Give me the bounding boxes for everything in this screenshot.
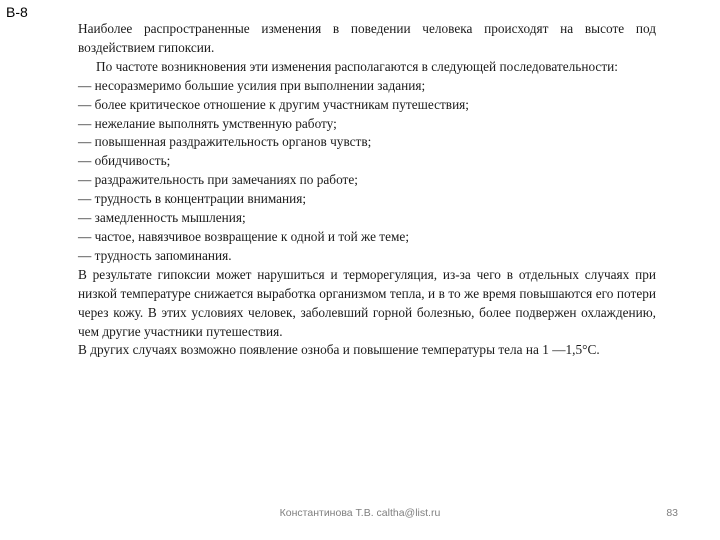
- list-item: — раздражительность при замечаниях по работе;: [78, 172, 358, 188]
- list-item: — трудность запоминания.: [78, 247, 232, 263]
- intro-paragraph: Наиболее распространенные изменения в поведении человека происходят на высоте под воздействием гипоксии.: [78, 21, 656, 55]
- list-item: — замедленность мышления;: [78, 210, 246, 226]
- list-item: — более критическое отношение к другим участникам путешествия;: [78, 96, 469, 112]
- symptom-list: [78, 77, 656, 266]
- footer-author: Константинова Т.В. caltha@list.ru: [279, 507, 441, 519]
- list-item: — нежелание выполнять умственную работу;: [78, 115, 337, 131]
- fever-paragraph: В других случаях возможно появление озноба и повышение температуры тела на 1 —1,5°С.: [78, 342, 600, 358]
- thermoregulation-paragraph: В результате гипоксии может нарушиться и терморегуляция, из-за чего в отдельных случаях при низкой температуре снижается выработка организмом тепла, и в то же время повышаются его потери через кожу. В этих условиях человек, заболевший горной болезнью, более подвержен охлаждению, чем другие участники путешествия.: [78, 266, 656, 339]
- slide-label: В-8: [6, 4, 28, 20]
- list-item: — трудность в концентрации внимания;: [78, 191, 307, 207]
- page-number: 83: [666, 507, 678, 519]
- list-item: — несоразмеримо большие усилия при выполнении задания;: [78, 77, 426, 93]
- order-paragraph: По частоте возникновения эти изменения располагаются в следующей последовательности:: [96, 58, 618, 74]
- list-item: — частое, навязчивое возвращение к одной и той же теме;: [78, 228, 410, 244]
- list-item: — повышенная раздражительность органов чувств;: [78, 134, 372, 150]
- document-body: [78, 20, 656, 360]
- list-item: — обидчивость;: [78, 153, 171, 169]
